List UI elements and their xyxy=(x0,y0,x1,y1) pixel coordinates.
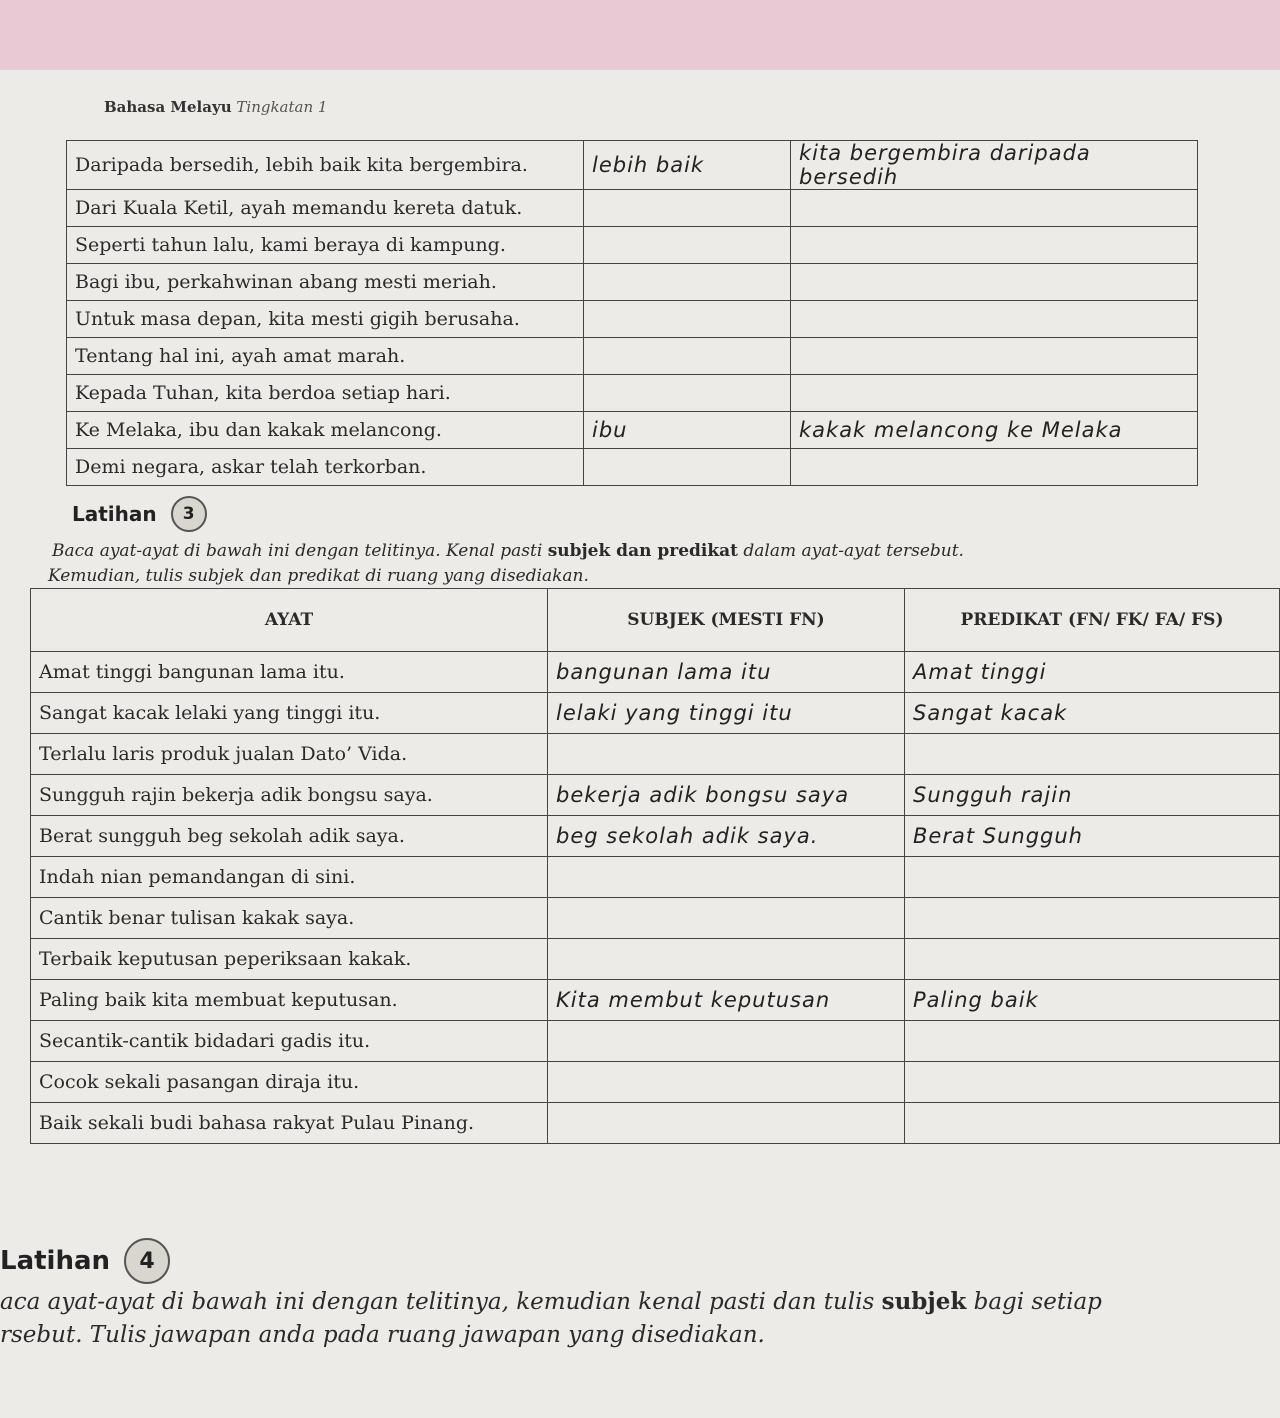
predikat-answer-cell[interactable]: Sangat kacak xyxy=(905,693,1280,734)
subjek-answer-cell[interactable] xyxy=(548,857,905,898)
latihan-3-heading xyxy=(72,496,207,532)
latihan-4-instruction: aca ayat-ayat di bawah ini dengan telitinya, kemudian kenal pasti dan tulis subjek bagi setiap xyxy=(0,1288,1102,1315)
latihan-4-instruction-line2: rsebut. Tulis jawapan anda pada ruang jawapan yang disediakan. xyxy=(0,1322,765,1348)
latihan-4-heading xyxy=(0,1238,170,1284)
header-subject: Bahasa Melayu xyxy=(104,98,232,116)
subjek-answer-cell[interactable] xyxy=(548,734,905,775)
answer-cell-a[interactable]: lebih baik xyxy=(584,141,791,190)
subjek-answer-cell[interactable]: lelaki yang tinggi itu xyxy=(548,693,905,734)
table-row xyxy=(67,141,1198,190)
latihan-3-number-badge: 3 xyxy=(171,496,207,532)
page-header xyxy=(104,98,327,116)
answer-cell-b[interactable]: kakak melancong ke Melaka xyxy=(791,412,1198,449)
table-row xyxy=(31,939,1280,980)
subjek-answer-cell[interactable]: beg sekolah adik saya. xyxy=(548,816,905,857)
answer-cell-a[interactable] xyxy=(584,264,791,301)
answer-cell-a[interactable] xyxy=(584,227,791,264)
header-predikat: PREDIKAT (FN/ FK/ FA/ FS) xyxy=(905,589,1280,652)
subjek-answer-cell[interactable]: Kita membut keputusan xyxy=(548,980,905,1021)
sentence-cell: Kepada Tuhan, kita berdoa setiap hari. xyxy=(67,375,584,412)
sentence-cell: Seperti tahun lalu, kami beraya di kampung. xyxy=(67,227,584,264)
answer-cell-a[interactable] xyxy=(584,301,791,338)
exercise-3-table xyxy=(30,588,1280,1144)
subjek-answer-cell[interactable]: bekerja adik bongsu saya xyxy=(548,775,905,816)
sentence-cell: Tentang hal ini, ayah amat marah. xyxy=(67,338,584,375)
predikat-answer-cell[interactable]: Paling baik xyxy=(905,980,1280,1021)
answer-cell-b[interactable] xyxy=(791,301,1198,338)
subjek-answer-cell[interactable] xyxy=(548,1021,905,1062)
sentence-cell: Bagi ibu, perkahwinan abang mesti meriah. xyxy=(67,264,584,301)
answer-cell-b[interactable] xyxy=(791,449,1198,486)
predikat-answer-cell[interactable]: Amat tinggi xyxy=(905,652,1280,693)
ayat-cell: Terlalu laris produk jualan Dato’ Vida. xyxy=(31,734,548,775)
table-row xyxy=(67,190,1198,227)
table-row xyxy=(67,227,1198,264)
sentence-cell: Daripada bersedih, lebih baik kita bergembira. xyxy=(67,141,584,190)
sentence-cell: Dari Kuala Ketil, ayah memandu kereta datuk. xyxy=(67,190,584,227)
latihan-3-instruction-line2: Kemudian, tulis subjek dan predikat di ruang yang disediakan. xyxy=(48,566,589,586)
subjek-answer-cell[interactable] xyxy=(548,1103,905,1144)
predikat-answer-cell[interactable]: Berat Sungguh xyxy=(905,816,1280,857)
table-row xyxy=(31,980,1280,1021)
sentence-cell: Untuk masa depan, kita mesti gigih berusaha. xyxy=(67,301,584,338)
predikat-answer-cell[interactable] xyxy=(905,857,1280,898)
exercise-2-table xyxy=(66,140,1198,486)
table-row xyxy=(67,412,1198,449)
exercise-3-header-row xyxy=(31,589,1280,652)
ayat-cell: Terbaik keputusan peperiksaan kakak. xyxy=(31,939,548,980)
answer-cell-b[interactable] xyxy=(791,338,1198,375)
ayat-cell: Baik sekali budi bahasa rakyat Pulau Pinang. xyxy=(31,1103,548,1144)
answer-cell-a[interactable]: ibu xyxy=(584,412,791,449)
sentence-cell: Demi negara, askar telah terkorban. xyxy=(67,449,584,486)
subjek-answer-cell[interactable] xyxy=(548,898,905,939)
ayat-cell: Cantik benar tulisan kakak saya. xyxy=(31,898,548,939)
header-ayat: AYAT xyxy=(31,589,548,652)
predikat-answer-cell[interactable] xyxy=(905,898,1280,939)
table-row xyxy=(31,816,1280,857)
answer-cell-a[interactable] xyxy=(584,375,791,412)
table-row xyxy=(31,734,1280,775)
answer-cell-b[interactable] xyxy=(791,375,1198,412)
table-row xyxy=(67,264,1198,301)
ayat-cell: Amat tinggi bangunan lama itu. xyxy=(31,652,548,693)
answer-cell-b[interactable] xyxy=(791,190,1198,227)
answer-cell-a[interactable] xyxy=(584,449,791,486)
ayat-cell: Berat sungguh beg sekolah adik saya. xyxy=(31,816,548,857)
predikat-answer-cell[interactable]: Sungguh rajin xyxy=(905,775,1280,816)
table-row xyxy=(31,693,1280,734)
header-subjek: SUBJEK (MESTI FN) xyxy=(548,589,905,652)
table-row xyxy=(67,375,1198,412)
latihan-3-label: Latihan xyxy=(72,502,157,526)
table-row xyxy=(67,338,1198,375)
latihan-4-label: Latihan xyxy=(0,1246,111,1276)
predikat-answer-cell[interactable] xyxy=(905,939,1280,980)
ayat-cell: Indah nian pemandangan di sini. xyxy=(31,857,548,898)
latihan-3-instruction: Baca ayat-ayat di bawah ini dengan telitinya. Kenal pasti subjek dan predikat dalam ayat-ayat tersebut. xyxy=(52,541,964,561)
table-row xyxy=(31,775,1280,816)
ayat-cell: Sungguh rajin bekerja adik bongsu saya. xyxy=(31,775,548,816)
sentence-cell: Ke Melaka, ibu dan kakak melancong. xyxy=(67,412,584,449)
predikat-answer-cell[interactable] xyxy=(905,1103,1280,1144)
ayat-cell: Cocok sekali pasangan diraja itu. xyxy=(31,1062,548,1103)
subjek-answer-cell[interactable] xyxy=(548,939,905,980)
table-row xyxy=(31,1103,1280,1144)
answer-cell-b[interactable] xyxy=(791,264,1198,301)
ayat-cell: Sangat kacak lelaki yang tinggi itu. xyxy=(31,693,548,734)
subjek-answer-cell[interactable] xyxy=(548,1062,905,1103)
ayat-cell: Paling baik kita membuat keputusan. xyxy=(31,980,548,1021)
table-row xyxy=(67,301,1198,338)
ayat-cell: Secantik-cantik bidadari gadis itu. xyxy=(31,1021,548,1062)
predikat-answer-cell[interactable] xyxy=(905,734,1280,775)
predikat-answer-cell[interactable] xyxy=(905,1021,1280,1062)
table-row xyxy=(67,449,1198,486)
answer-cell-b[interactable]: kita bergembira daripada bersedih xyxy=(791,141,1198,190)
latihan-4-number-badge: 4 xyxy=(124,1238,170,1284)
predikat-answer-cell[interactable] xyxy=(905,1062,1280,1103)
answer-cell-a[interactable] xyxy=(584,338,791,375)
answer-cell-a[interactable] xyxy=(584,190,791,227)
header-level: Tingkatan 1 xyxy=(236,98,328,116)
table-row xyxy=(31,1062,1280,1103)
subjek-answer-cell[interactable]: bangunan lama itu xyxy=(548,652,905,693)
table-row xyxy=(31,1021,1280,1062)
table-row xyxy=(31,898,1280,939)
answer-cell-b[interactable] xyxy=(791,227,1198,264)
table-row xyxy=(31,652,1280,693)
table-row xyxy=(31,857,1280,898)
